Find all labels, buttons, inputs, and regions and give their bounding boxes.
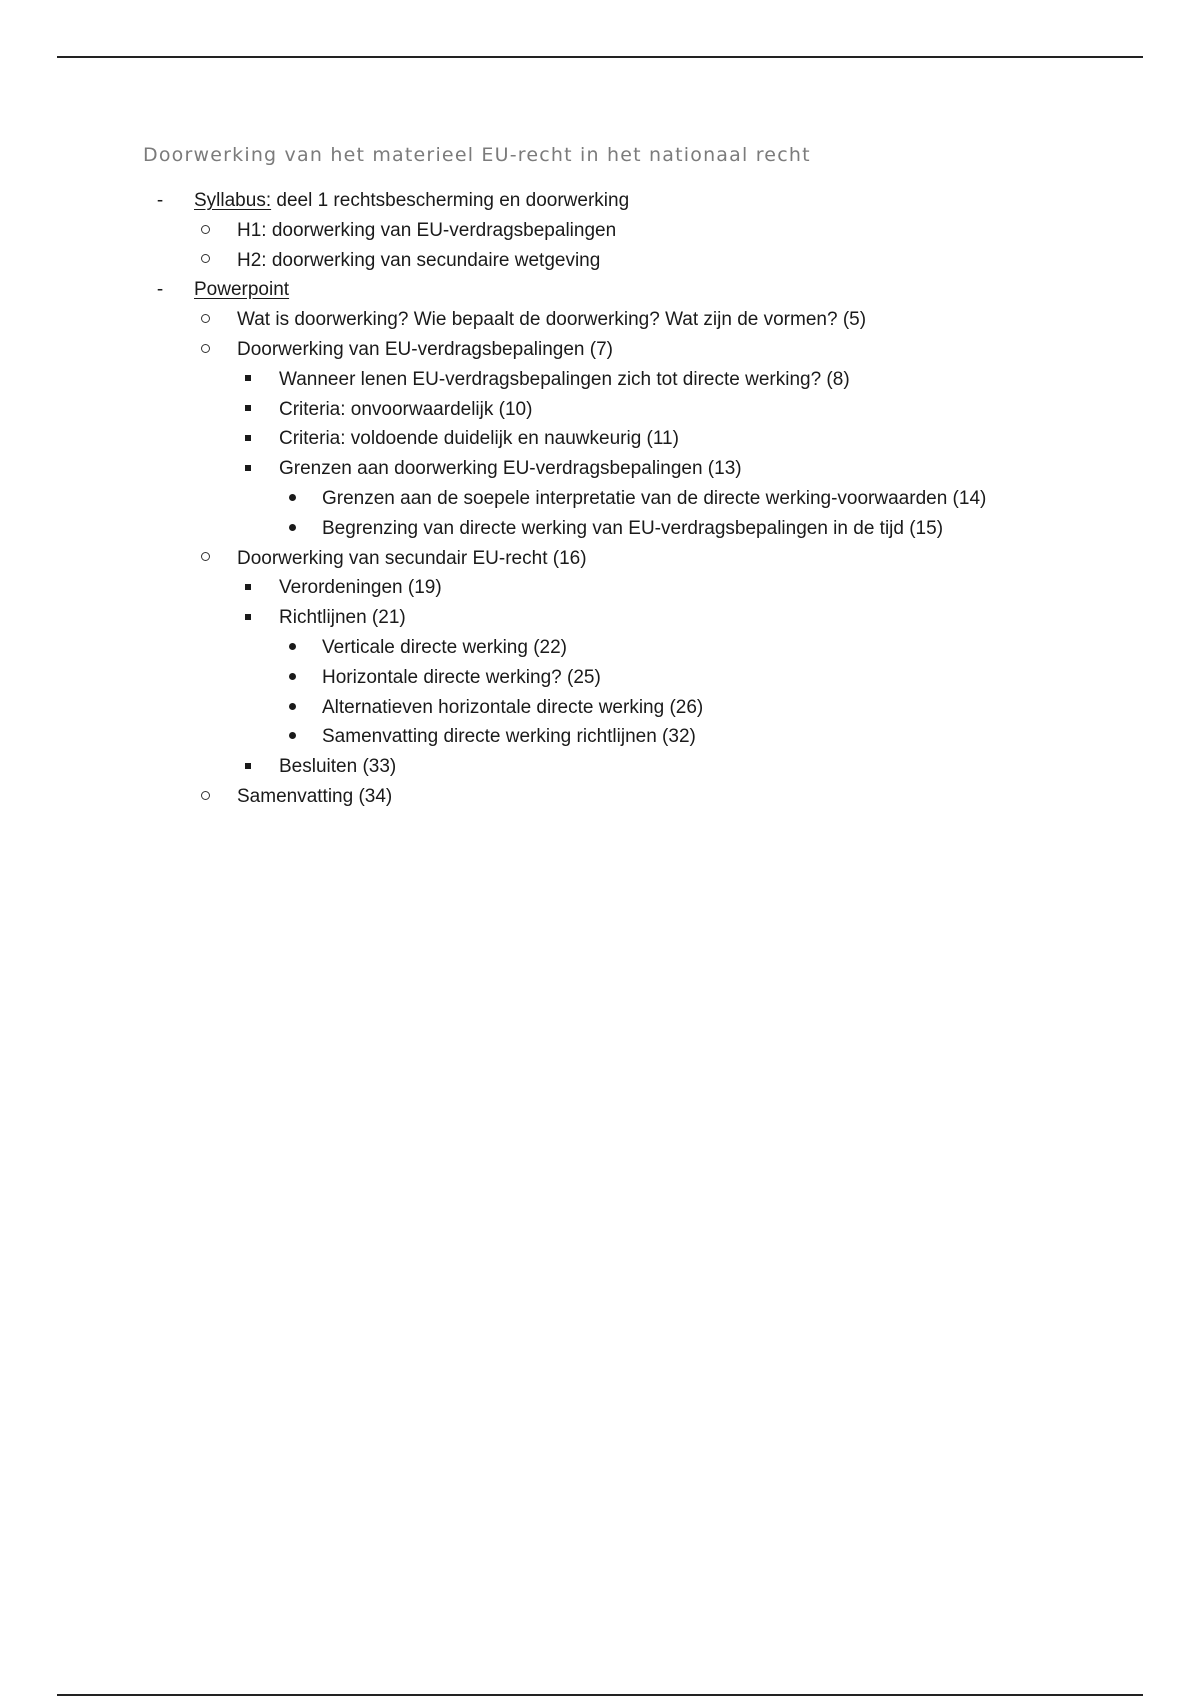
list-item-text: Richtlijnen (21)	[279, 607, 406, 629]
list-item-text: Begrenzing van directe werking van EU-verdragsbepalingen in de tijd (15)	[322, 517, 944, 539]
list-item	[0, 603, 1200, 633]
dash-bullet: -	[156, 190, 164, 211]
page-title: Doorwerking van het materieel EU-recht in het nationaal recht	[143, 144, 811, 166]
circle-bullet-icon	[195, 246, 215, 276]
dot-bullet-icon	[282, 693, 302, 723]
list-item	[0, 454, 1200, 484]
syllabus-label: Syllabus:	[194, 190, 272, 211]
list-item-powerpoint	[0, 275, 1200, 305]
square-bullet-icon	[238, 454, 258, 484]
list-item-text: Doorwerking van secundair EU-recht (16)	[237, 547, 587, 569]
list-item-text: Grenzen aan doorwerking EU-verdragsbepalingen (13)	[279, 458, 742, 480]
circle-bullet-icon	[195, 544, 215, 574]
list-item-syllabus	[0, 186, 1200, 216]
dot-bullet-icon	[282, 663, 302, 693]
dash-bullet: -	[156, 279, 164, 301]
square-bullet-icon	[238, 573, 258, 603]
outline-list	[0, 186, 1200, 812]
list-item-text: Alternatieven horizontale directe werking (26)	[322, 696, 704, 718]
list-item	[0, 722, 1200, 752]
list-item-text: Criteria: onvoorwaardelijk (10)	[279, 398, 533, 420]
square-bullet-icon	[238, 424, 258, 454]
list-item	[0, 335, 1200, 365]
list-item-text: Wanneer lenen EU-verdragsbepalingen zich tot directe werking? (8)	[279, 368, 850, 390]
header-rule	[57, 56, 1143, 58]
list-item	[0, 305, 1200, 335]
list-item-text: Doorwerking van EU-verdragsbepalingen (7)	[237, 338, 613, 360]
list-item-text: Verordeningen (19)	[279, 577, 442, 599]
list-item	[0, 365, 1200, 395]
dot-bullet-icon	[282, 484, 302, 514]
circle-bullet-icon	[195, 305, 215, 335]
square-bullet-icon	[238, 365, 258, 395]
square-bullet-icon	[238, 752, 258, 782]
list-item	[0, 633, 1200, 663]
list-item-text: Besluiten (33)	[279, 756, 397, 778]
list-item-text: H1: doorwerking van EU-verdragsbepalingen	[237, 219, 617, 241]
square-bullet-icon	[238, 395, 258, 425]
list-item	[0, 246, 1200, 276]
list-item	[0, 782, 1200, 812]
circle-bullet-icon	[195, 216, 215, 246]
list-item-text: Wat is doorwerking? Wie bepaalt de doorwerking? Wat zijn de vormen? (5)	[237, 309, 867, 331]
list-item	[0, 663, 1200, 693]
list-item-text: Horizontale directe werking? (25)	[322, 666, 601, 688]
list-item	[0, 514, 1200, 544]
list-item-text: Samenvatting directe werking richtlijnen (32)	[322, 726, 696, 748]
list-item	[0, 216, 1200, 246]
circle-bullet-icon	[195, 782, 215, 812]
list-item	[0, 424, 1200, 454]
syllabus-text: deel 1 rechtsbescherming en doorwerking	[271, 190, 630, 211]
dot-bullet-icon	[282, 514, 302, 544]
list-item-text: Samenvatting (34)	[237, 785, 393, 807]
powerpoint-label: Powerpoint	[194, 279, 290, 301]
list-item-text: H2: doorwerking van secundaire wetgeving	[237, 249, 601, 271]
list-item	[0, 693, 1200, 723]
square-bullet-icon	[238, 603, 258, 633]
dot-bullet-icon	[282, 633, 302, 663]
list-item	[0, 544, 1200, 574]
list-item	[0, 484, 1200, 514]
circle-bullet-icon	[195, 335, 215, 365]
footer-rule	[57, 1694, 1143, 1696]
list-item-text: Criteria: voldoende duidelijk en nauwkeurig (11)	[279, 428, 679, 450]
list-item-text: Grenzen aan de soepele interpretatie van de directe werking-voorwaarden (14)	[322, 487, 987, 509]
list-item	[0, 752, 1200, 782]
list-item	[0, 573, 1200, 603]
list-item-text: Verticale directe werking (22)	[322, 636, 567, 658]
list-item	[0, 395, 1200, 425]
dot-bullet-icon	[282, 722, 302, 752]
